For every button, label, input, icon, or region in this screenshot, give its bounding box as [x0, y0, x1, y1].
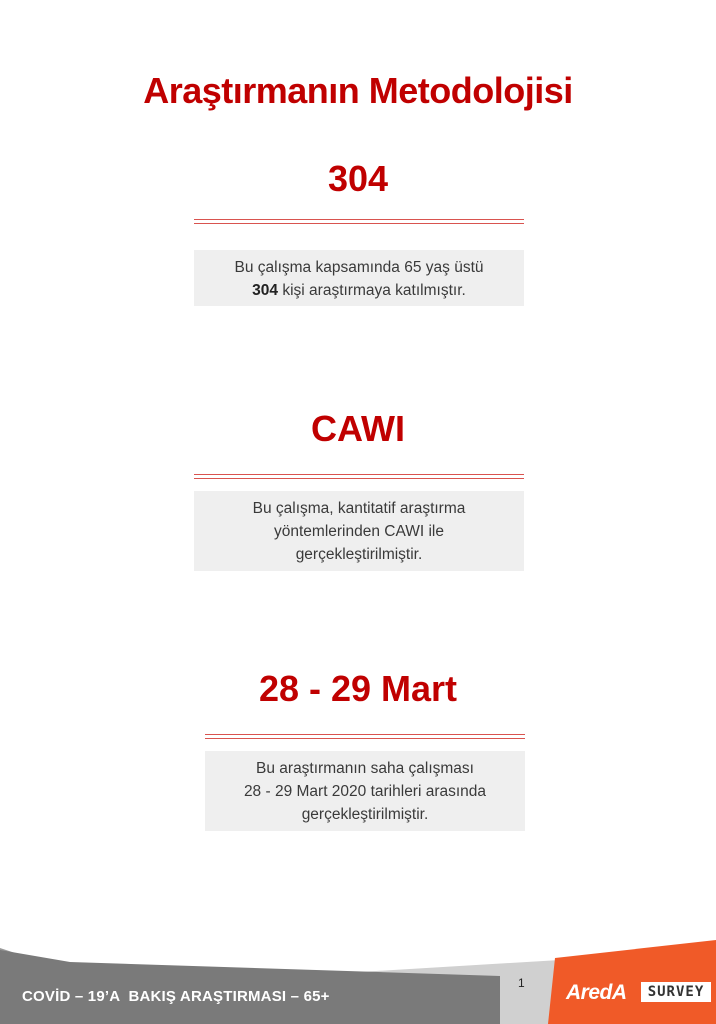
info-box-participants: [194, 250, 524, 306]
page-title: Araştırmanın Metodolojisi: [143, 70, 573, 111]
participant-count: 304: [252, 282, 279, 299]
info-text-fragment: kişi araştırmaya katılmıştır.: [278, 282, 466, 299]
divider-line: [205, 734, 525, 739]
info-text-line: Bu çalışma, kantitatif araştırma: [252, 500, 466, 517]
survey-logo-label: SURVEY: [641, 982, 711, 1002]
divider-line: [194, 474, 524, 479]
info-box-date: [205, 751, 525, 831]
footer-shape-main: [0, 950, 500, 1024]
info-text-line: gerçekleştirilmiştir.: [301, 806, 429, 823]
info-text-line: 28 - 29 Mart 2020 tarihleri arasında: [243, 783, 487, 800]
section-heading-method: CAWI: [311, 408, 405, 449]
info-text-line: yöntemlerinden CAWI ile: [274, 523, 444, 540]
section-heading-date: 28 - 29 Mart: [258, 668, 458, 709]
areda-logo: AredA: [566, 981, 627, 1004]
divider-line: [194, 219, 524, 224]
footer-title: COVİD – 19’A BAKIŞ ARAŞTIRMASI – 65+: [22, 988, 330, 1005]
page-number: 1: [518, 976, 525, 990]
info-box-method: [194, 491, 524, 571]
info-text-line: [194, 279, 524, 302]
info-text-line: Bu çalışma kapsamında 65 yaş üstü: [234, 259, 484, 276]
info-text-line: Bu araştırmanın saha çalışması: [256, 760, 474, 777]
info-text-line: gerçekleştirilmiştir.: [295, 546, 423, 563]
section-heading-count: 304: [327, 158, 389, 199]
